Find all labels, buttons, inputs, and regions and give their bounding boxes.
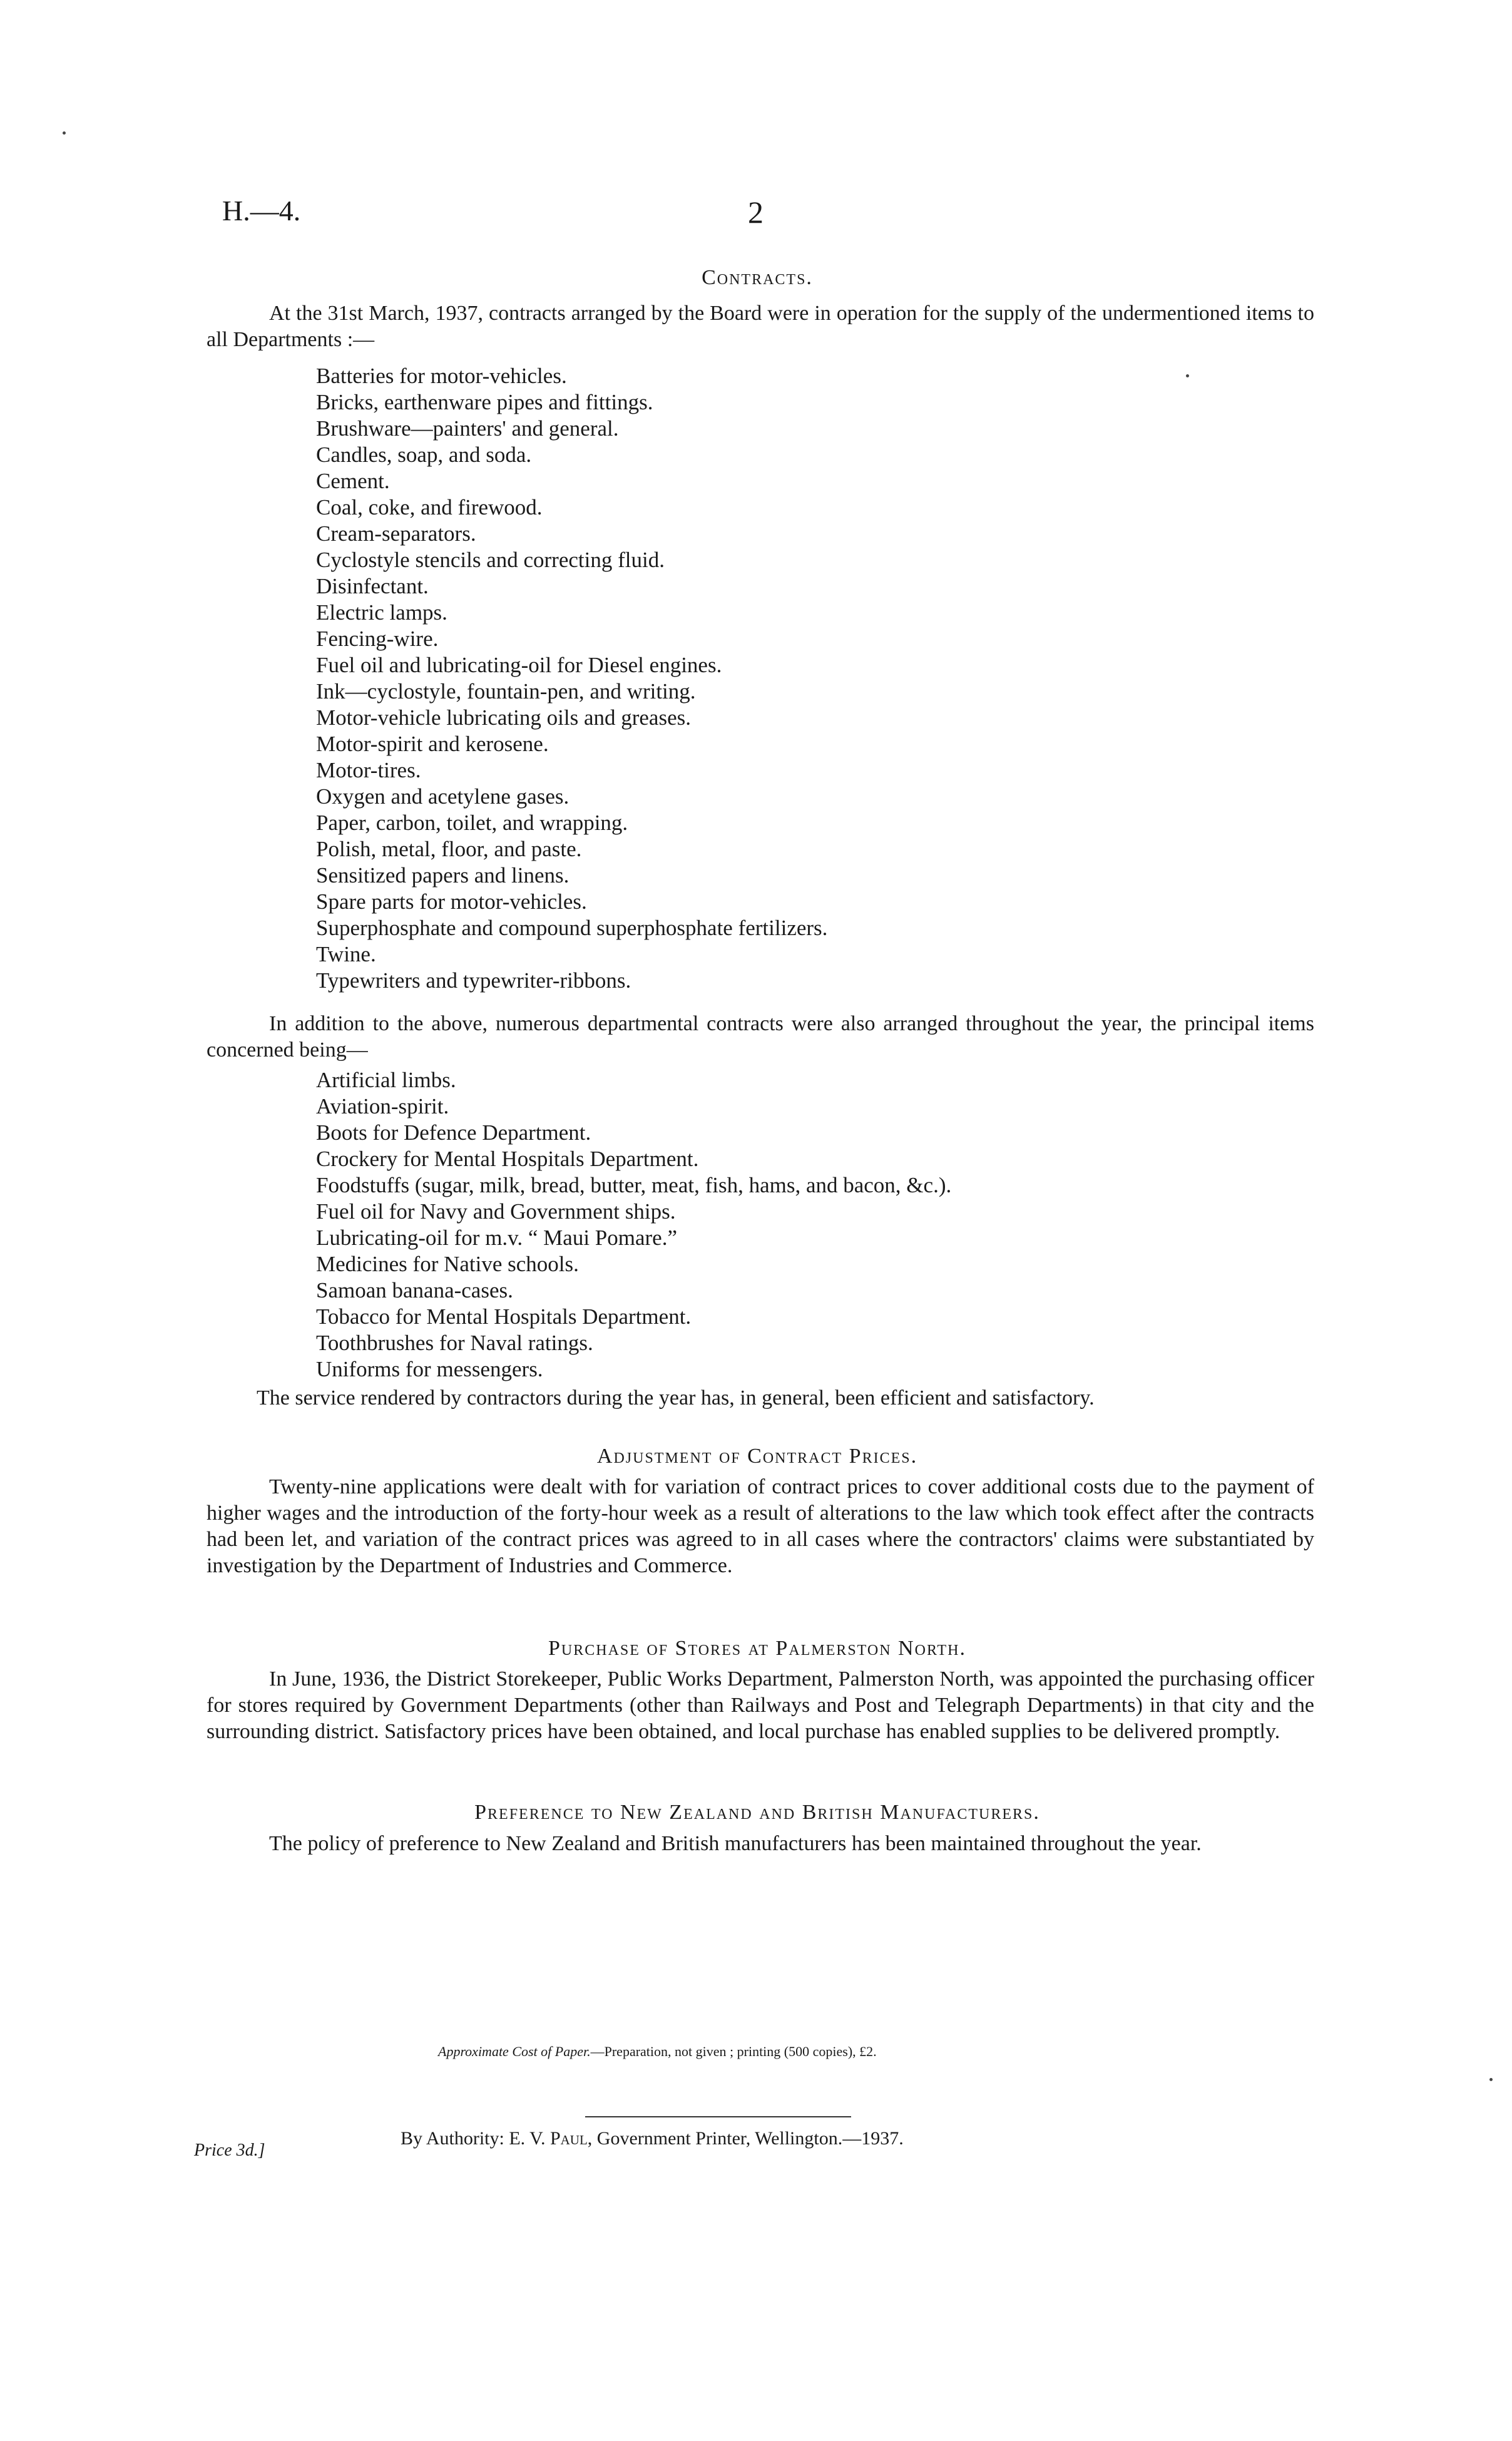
contract-item: Motor-tires. — [316, 758, 421, 782]
departmental-item: Medicines for Native schools. — [316, 1252, 579, 1276]
departmental-item: Foodstuffs (sugar, milk, bread, butter, meat, fish, hams, and bacon, &c.). — [316, 1173, 952, 1197]
contract-item: Superphosphate and compound superphosphate fertilizers. — [316, 916, 828, 940]
departmental-item: Artificial limbs. — [316, 1068, 456, 1092]
price-note: Price 3d.] — [194, 2141, 265, 2160]
contract-item: Spare parts for motor-vehicles. — [316, 889, 587, 914]
contract-item: Sensitized papers and linens. — [316, 863, 570, 888]
authority-line — [401, 2128, 904, 2149]
preference-body: The policy of preference to New Zealand and British manufacturers has been maintained throughout the year. — [269, 1832, 1202, 1855]
departmental-intro: In addition to the above, numerous departmental contracts were also arranged throughout the year, the principal items concerned being— — [207, 1012, 1314, 1062]
cost-note — [438, 2044, 877, 2060]
contract-item: Brushware—painters' and general. — [316, 416, 619, 441]
footer-rule — [585, 2116, 851, 2117]
contract-item: Oxygen and acetylene gases. — [316, 784, 570, 809]
contract-item: Disinfectant. — [316, 574, 429, 598]
contract-items-list — [316, 363, 827, 994]
contract-item: Fencing-wire. — [316, 627, 439, 651]
departmental-item: Toothbrushes for Naval ratings. — [316, 1331, 593, 1355]
contract-item: Cement. — [316, 469, 390, 493]
departmental-item: Crockery for Mental Hospitals Department. — [316, 1147, 699, 1171]
contract-item: Polish, metal, floor, and paste. — [316, 837, 582, 861]
contract-item: Motor-vehicle lubricating oils and greases. — [316, 705, 691, 730]
contract-item: Batteries for motor-vehicles. — [316, 364, 567, 388]
departmental-item: Lubricating-oil for m.v. “ Maui Pomare.” — [316, 1226, 678, 1250]
scan-speck — [1489, 2078, 1493, 2081]
departmental-item: Aviation-spirit. — [316, 1094, 449, 1118]
contract-item: Fuel oil and lubricating-oil for Diesel engines. — [316, 653, 722, 677]
departmental-items-list — [316, 1067, 951, 1383]
contracts-heading: Contracts. — [702, 266, 813, 289]
purchase-heading: Purchase of Stores at Palmerston North. — [548, 1637, 966, 1660]
printer-suffix: Government Printer, Wellington.—1937. — [596, 2128, 904, 2149]
contract-item: Bricks, earthenware pipes and fittings. — [316, 390, 653, 414]
departmental-item: Fuel oil for Navy and Government ships. — [316, 1199, 676, 1224]
departmental-item: Boots for Defence Department. — [316, 1120, 591, 1145]
document-reference: H.—4. — [222, 195, 301, 227]
contract-item: Electric lamps. — [316, 600, 447, 625]
contract-item: Typewriters and typewriter-ribbons. — [316, 968, 631, 993]
page-number: 2 — [748, 195, 764, 230]
adjustment-body: Twenty-nine applications were dealt with for variation of contract prices to cover additional costs due to the payment of higher wages and the introduction of the forty-hour week as a result of alterations to the law which took effect after the contracts had been let, and variation of the contract prices was agreed to in all cases where the contractors' claims were substantiated by investigation by the Department of Industries and Commerce. — [207, 1475, 1314, 1577]
contract-item: Ink—cyclostyle, fountain-pen, and writing. — [316, 679, 696, 704]
scan-speck — [63, 131, 66, 135]
contract-item: Candles, soap, and soda. — [316, 443, 532, 467]
contract-item: Motor-spirit and kerosene. — [316, 732, 549, 756]
adjustment-heading: Adjustment of Contract Prices. — [596, 1445, 918, 1468]
contract-item: Coal, coke, and firewood. — [316, 495, 543, 519]
purchase-body: In June, 1936, the District Storekeeper, Public Works Department, Palmerston North, was appointed the purchasing officer for stores required by Government Departments (other than Railways and Post and Telegraph Departments) in that city and the surrounding district. Satisfactory prices have been obtained, and local purchase has enabled supplies to be delivered promptly. — [207, 1667, 1314, 1743]
cost-label: Approximate Cost of Paper. — [438, 2044, 591, 2059]
departmental-item: Tobacco for Mental Hospitals Department. — [316, 1304, 692, 1329]
scan-speck — [1186, 374, 1189, 377]
preference-heading: Preference to New Zealand and British Manufacturers. — [474, 1801, 1040, 1824]
contract-item: Twine. — [316, 942, 376, 966]
contract-item: Paper, carbon, toilet, and wrapping. — [316, 811, 628, 835]
service-note: The service rendered by contractors during the year has, in general, been efficient and satisfactory. — [257, 1386, 1095, 1410]
contract-item: Cyclostyle stencils and correcting fluid. — [316, 548, 665, 572]
departmental-item: Uniforms for messengers. — [316, 1357, 543, 1381]
contract-item: Cream-separators. — [316, 521, 476, 546]
printer-name: E. V. Paul, — [509, 2128, 593, 2149]
departmental-item: Samoan banana-cases. — [316, 1278, 513, 1302]
contracts-intro: At the 31st March, 1937, contracts arranged by the Board were in operation for the supply of the undermentioned items to all Departments :— — [207, 302, 1314, 351]
cost-text: —Preparation, not given ; printing (500 copies), £2. — [590, 2044, 877, 2059]
authority-prefix: By Authority: — [401, 2128, 504, 2149]
